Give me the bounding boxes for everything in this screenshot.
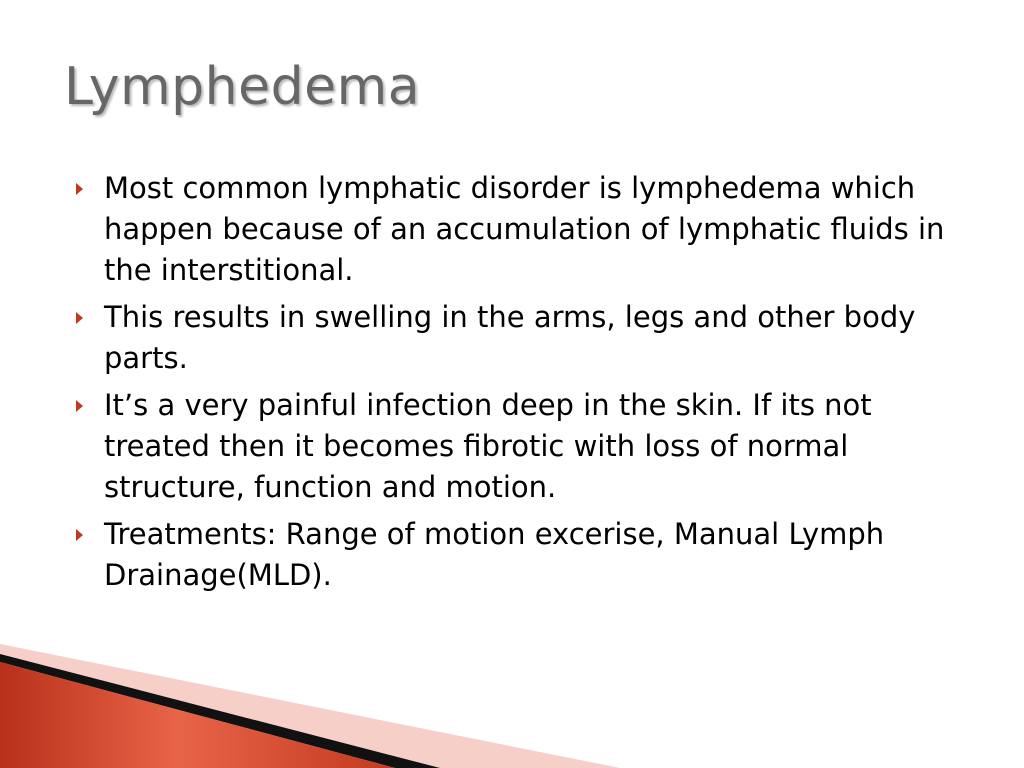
bullet-list (72, 168, 972, 602)
bullet-text: This results in swelling in the arms, legs and other body parts. (104, 300, 916, 375)
decorative-corner-swoosh (0, 638, 620, 768)
bullet-item (72, 168, 972, 291)
slide-title: Lymphedema (64, 57, 421, 117)
bullet-text: It’s a very painful infection deep in the skin. If its not treated then it becomes fibrotic with loss of normal structure, function and motion. (104, 388, 872, 504)
bullet-item (72, 514, 972, 596)
bullet-text: Most common lymphatic disorder is lymphedema which happen because of an accumulation of lymphatic fluids in the interstitional. (104, 171, 945, 287)
triangle-right-icon (76, 183, 83, 195)
triangle-right-icon (76, 312, 83, 324)
triangle-right-icon (76, 400, 83, 412)
triangle-right-icon (76, 529, 83, 541)
bullet-text: Treatments: Range of motion excerise, Manual Lymph Drainage(MLD). (104, 517, 885, 592)
bullet-item (72, 385, 972, 508)
bullet-item (72, 297, 972, 379)
